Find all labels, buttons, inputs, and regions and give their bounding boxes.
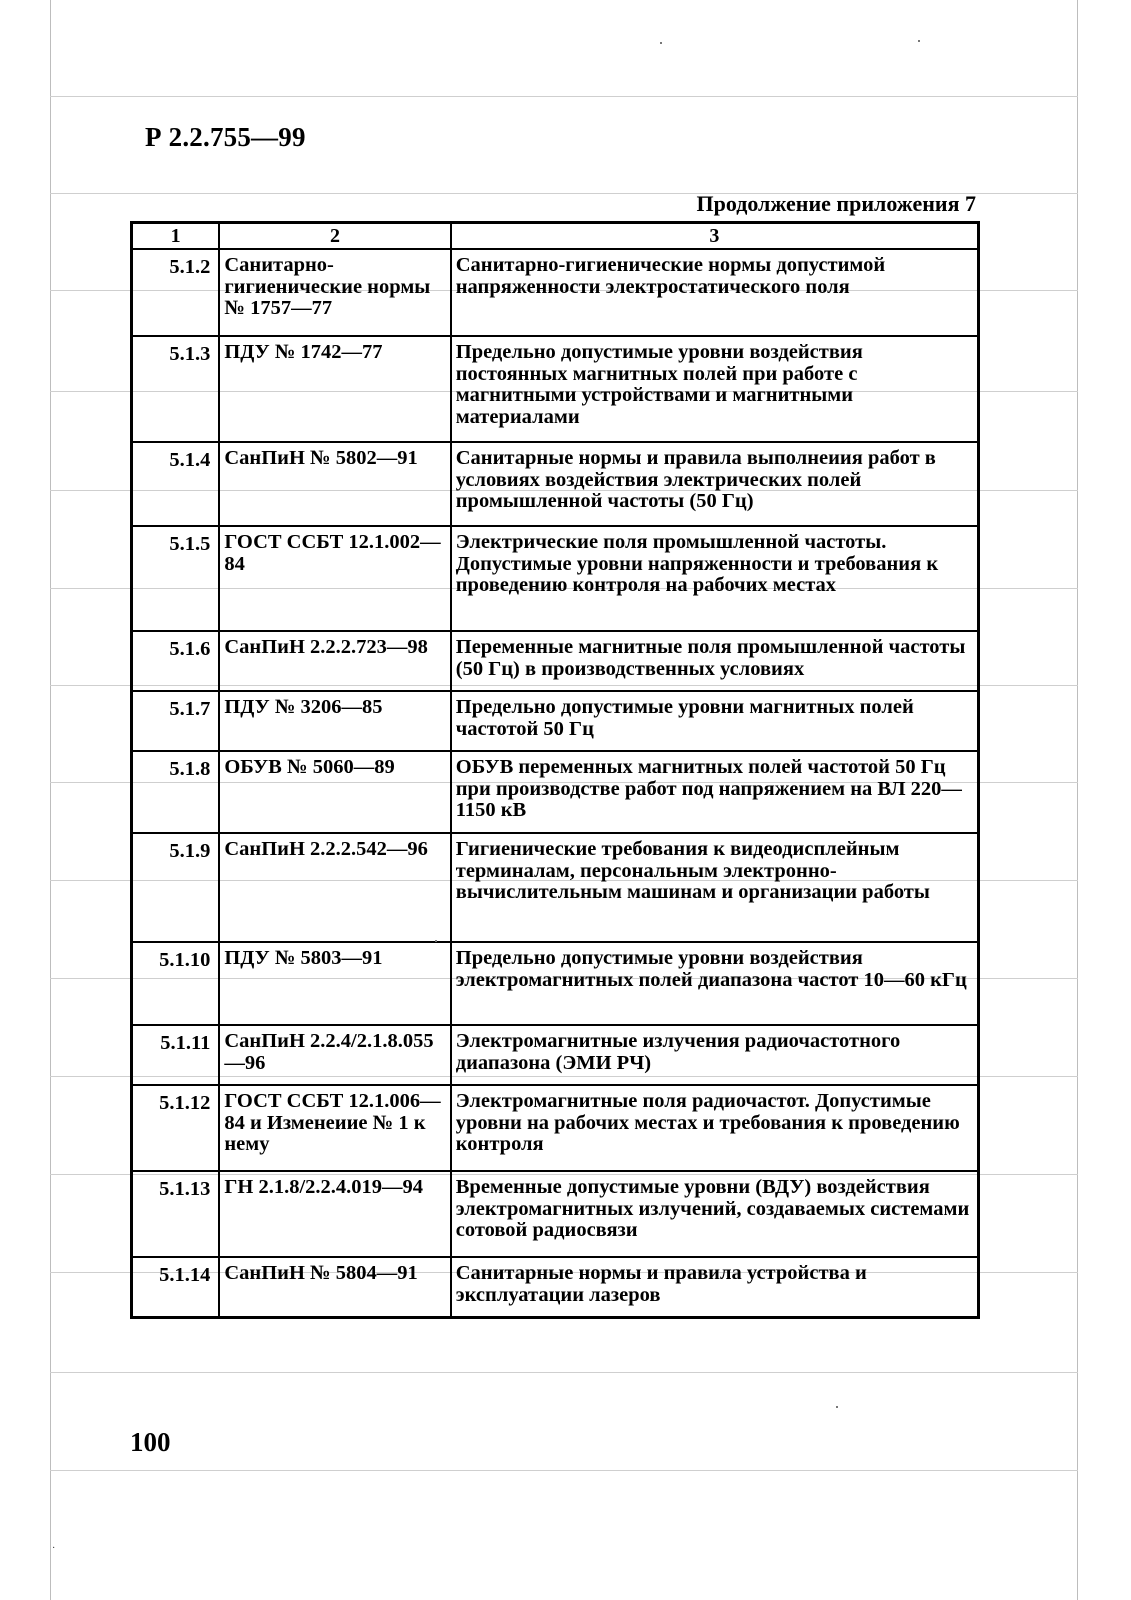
column-header: 2 [219,223,450,250]
continuation-label: Продолжение приложения 7 [696,191,976,216]
table-row [132,336,979,442]
table-row [132,691,979,751]
scan-line [50,1470,1078,1471]
table-row [132,1085,979,1171]
row-document: СанПиН № 5802—91 [219,442,450,526]
table-row [132,1025,979,1085]
row-number: 5.1.10 [132,942,220,1025]
row-document: Санитарно-гигиенические нормы № 1757—77 [219,249,450,336]
row-title: Гигиенические требования к видеодисплейным терминалам, персональным электронно-вычислительным машинам и организации работы [451,833,979,942]
column-header: 3 [451,223,979,250]
scan-border-left [50,0,51,1600]
row-document: ПДУ № 3206—85 [219,691,450,751]
row-document: СанПиН 2.2.2.723—98 [219,631,450,691]
row-title: Предельно допустимые уровни магнитных полей частотой 50 Гц [451,691,979,751]
row-document: ПДУ № 1742—77 [219,336,450,442]
row-number: 5.1.2 [132,249,220,336]
row-title: Санитарные нормы и правила устройства и эксплуатации лазеров [451,1257,979,1317]
row-number: 5.1.8 [132,751,220,833]
table-row [132,1171,979,1257]
page-number: 100 [130,1427,171,1457]
scan-border-right [1077,0,1078,1600]
table-header-row [132,223,979,250]
row-number: 5.1.4 [132,442,220,526]
row-number: 5.1.7 [132,691,220,751]
row-title: Предельно допустимые уровни воздействия постоянных магнитных полей при работе с магнитными устройствами и магнитными материалами [451,336,979,442]
row-title: Предельно допустимые уровни воздействия электромагнитных полей диапазона частот 10—60 кГц [451,942,979,1025]
row-number: 5.1.3 [132,336,220,442]
norms-table [130,221,980,1319]
row-number: 5.1.12 [132,1085,220,1171]
row-document: СанПиН 2.2.2.542—96 [219,833,450,942]
column-header: 1 [132,223,220,250]
row-number: 5.1.5 [132,526,220,631]
table-row [132,631,979,691]
table-row [132,249,979,336]
row-title: Переменные магнитные поля промышленной частоты (50 Гц) в производственных условиях [451,631,979,691]
row-title: Электромагнитные поля радиочастот. Допустимые уровни на рабочих местах и требования к проведению контроля [451,1085,979,1171]
row-title: Временные допустимые уровни (ВДУ) воздействия электромагнитных излучений, создаваемых системами сотовой радиосвязи [451,1171,979,1257]
table-row [132,751,979,833]
row-title: Электрические поля промышленной частоты. Допустимые уровни напряженности и требования к проведению контроля на рабочих местах [451,526,979,631]
row-number: 5.1.6 [132,631,220,691]
row-title: Электромагнитные излучения радиочастотного диапазона (ЭМИ РЧ) [451,1025,979,1085]
row-document: СанПиН № 5804—91 [219,1257,450,1317]
row-document: СанПиН 2.2.4/2.1.8.055—96 [219,1025,450,1085]
row-number: 5.1.13 [132,1171,220,1257]
scan-speck [836,1406,838,1408]
row-number: 5.1.14 [132,1257,220,1317]
row-title: Санитарно-гигиенические нормы допустимой напряженности электростатического поля [451,249,979,336]
scan-speck [918,40,920,42]
table-row [132,942,979,1025]
scan-line [50,1372,1078,1373]
row-document: ПДУ № 5803—91 [219,942,450,1025]
row-document: ГН 2.1.8/2.2.4.019—94 [219,1171,450,1257]
table-row [132,1257,979,1317]
row-document: ГОСТ ССБТ 12.1.006—84 и Изменеиие № 1 к нему [219,1085,450,1171]
document-code: Р 2.2.755—99 [145,122,306,152]
row-document: ГОСТ ССБТ 12.1.002—84 [219,526,450,631]
scan-speck [435,940,437,942]
scan-speck [660,42,662,44]
row-title: Санитарные нормы и правила выполнеиия работ в условиях воздействия электрических полей промышленной частоты (50 Гц) [451,442,979,526]
table-row [132,442,979,526]
row-title: ОБУВ переменных магнитных полей частотой 50 Гц при производстве работ под напряжением на ВЛ 220—1150 кВ [451,751,979,833]
row-number: 5.1.11 [132,1025,220,1085]
scan-line [50,96,1078,97]
table-row [132,833,979,942]
row-document: ОБУВ № 5060—89 [219,751,450,833]
table-row [132,526,979,631]
row-number: 5.1.9 [132,833,220,942]
scan-mark: · [52,1543,56,1554]
